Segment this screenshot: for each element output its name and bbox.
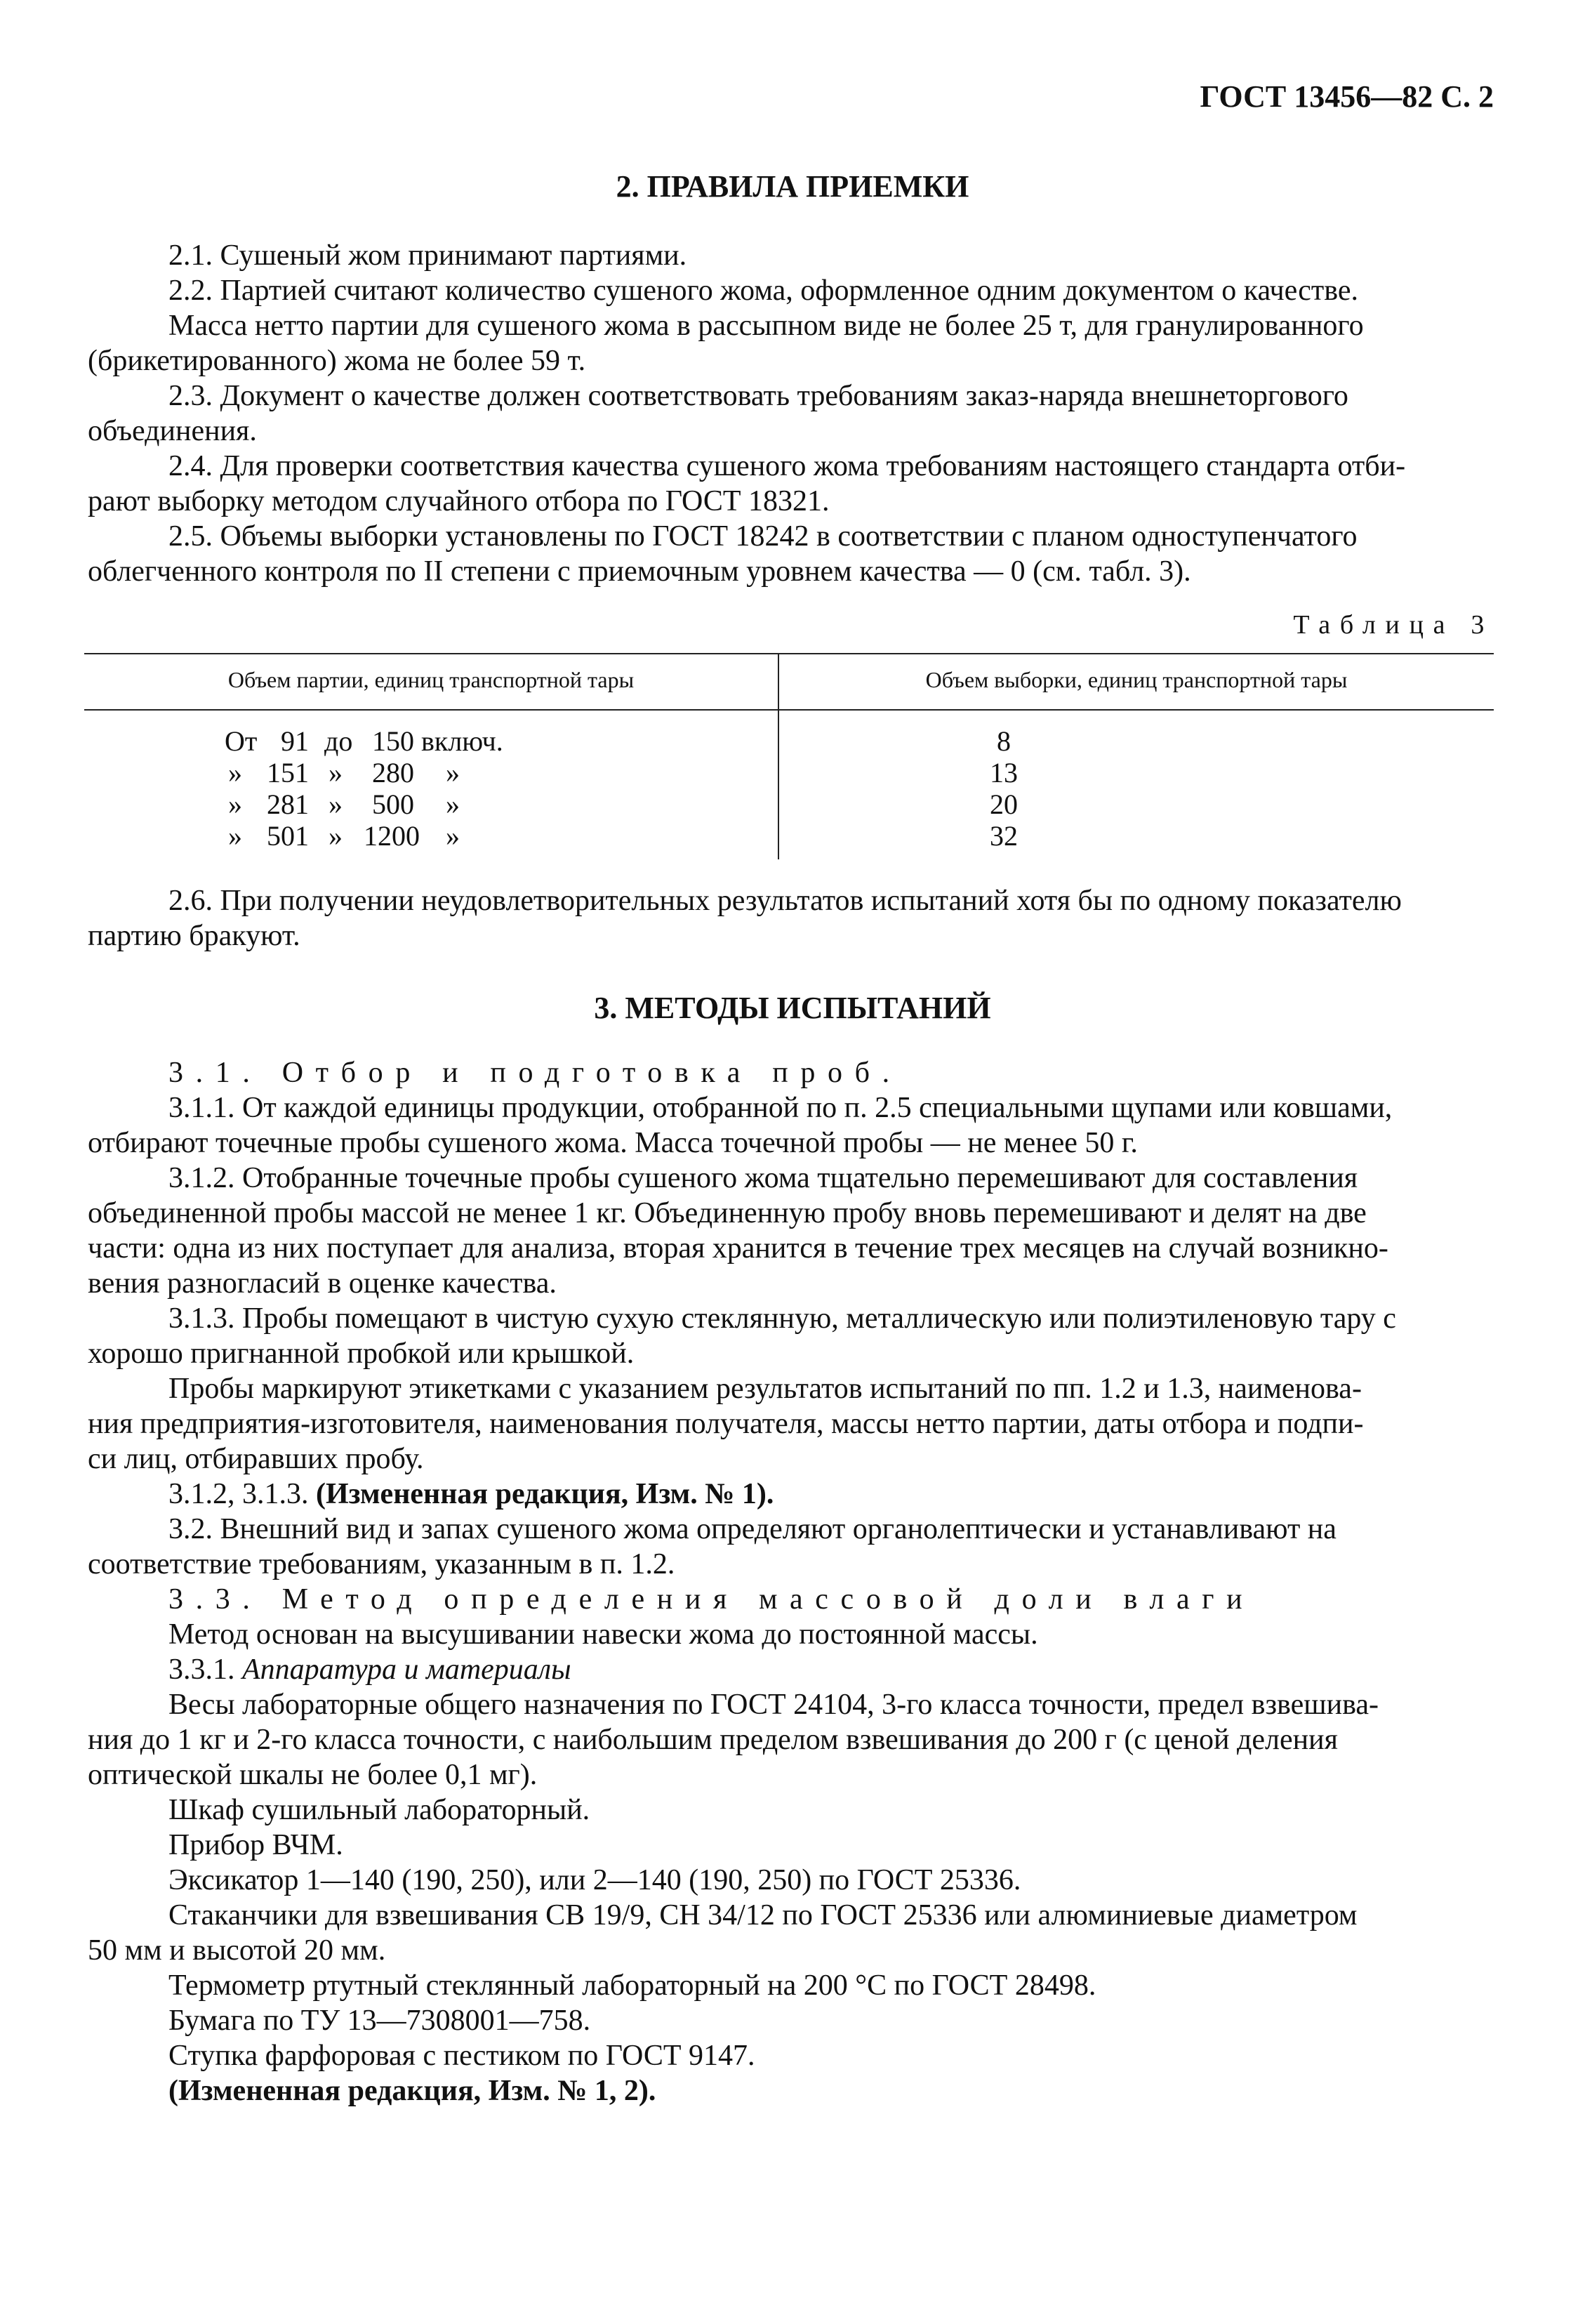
para-3-1-2: 3.1.2. Отобранные точечные пробы сушеного жома тщательно перемешивают для составления bbox=[168, 1162, 1358, 1194]
para-2-6: 2.6. При получении неудовлетворительных результатов испытаний хотя бы по одному показателю bbox=[168, 885, 1402, 917]
equip-scales-cont2: оптической шкалы не более 0,1 мг). bbox=[88, 1759, 538, 1791]
para-3-1-3: 3.1.3. Пробы помещают в чистую сухую стеклянную, металлическую или полиэтиленовую тару с bbox=[168, 1302, 1396, 1335]
document-page: ГОСТ 13456—82 С. 2 2. ПРАВИЛА ПРИЕМКИ 2.1. Сушеный жом принимают партиями. 2.2. Партией считают количество сушеного жома, оформленное одним документом о качестве. Масса нетто партии для сушеного жома в рассыпном виде не более 25 т, для гранулированного (брикетированного) жома не более 59 т. 2.3. Документ о качестве должен соответствовать требованиям заказ-наряда внешнеторгового объединения. 2.4. Для проверки соответствия качества сушеного жома требованиям настоящего стандарта отби- рают выборку методом случайного отбора по ГОСТ 18321. 2.5. Объемы выборки установлены по ГОСТ 18242 в соответствии с планом одноступенчатого облегченного контроля по II степени с приемочным уровнем качества — 0 (см. табл. 3). Таблица 3 Объем партии, единиц транспортной тары Объем выборки, единиц транспортной тары От 91 до 150 включ. 8 » 151 » 280 » 13 » 281 » 500 » 20 » 501 » 1200 » 32 2.6. При получении неудовлетворительных результатов испытаний хотя бы по одному показателю партию бракуют. 3. МЕТОДЫ ИСПЫТАНИЙ 3.1. Отбор и подготовка проб. 3.1.1. От каждой единицы продукции, отобранной по п. 2.5 специальными щупами или ковшами, отбирают точечные пробы сушеного жома. Масса точечной пробы — не менее 50 г. 3.1.2. Отобранные точечные пробы сушеного жома тщательно перемешивают для составления объединенной пробы массой не менее 1 кг. Объединенную пробу вновь перемешивают и делят на две части: одна из них поступает для анализа, вторая хранится в течение трех месяцев на случай возникно- вения разногласий в оценке качества. 3.1.3. Пробы помещают в чистую сухую стеклянную, металлическую или полиэтиленовую тару с хорошо пригнанной пробкой или крышкой. Пробы маркируют этикетками с указанием результатов испытаний по пп. 1.2 и 1.3, наименова- ния предприятия-изготовителя, наименования получателя, массы нетто партии, даты отбора и подпи- си лиц, отбиравших пробу. 3.1.2, 3.1.3. (Измененная редакция, Изм. № 1). 3.2. Внешний вид и запах сушеного жома определяют органолептически и устанавливают на соответствие требованиям, указанным в п. 1.2. 3.3. Метод определения массовой доли влаги Метод основан на высушивании навески жома до постоянной массы. 3.3.1. Аппаратура и материалы Весы лабораторные общего назначения по ГОСТ 24104, 3-го класса точности, предел взвешива- ния до 1 кг и 2-го класса точности, с наибольшим пределом взвешивания до 200 г (с ценой деления оптической шкалы не более 0,1 мг). Шкаф сушильный лабораторный. Прибор ВЧМ. Эксикатор 1—140 (190, 250), или 2—140 (190, 250) по ГОСТ 25336. Стаканчики для взвешивания СВ 19/9, СН 34/12 по ГОСТ 25336 или алюминиевые диаметром 50 мм и высотой 20 мм. Термометр ртутный стеклянный лабораторный на 200 °С по ГОСТ 28498. Бумага по ТУ 13—7308001—758. Ступка фарфоровая с пестиком по ГОСТ 9147. (Измененная редакция, Изм. № 1, 2). bbox=[0, 0, 1585, 2324]
subheading-3-1: 3.1. Отбор и подготовка проб. bbox=[168, 1057, 902, 1089]
table-header-sample: Объем выборки, единиц транспортной тары bbox=[925, 667, 1348, 692]
para-2-3: 2.3. Документ о качестве должен соответствовать требованиям заказ-наряда внешнеторгового bbox=[168, 380, 1348, 412]
para-2-4: 2.4. Для проверки соответствия качества сушеного жома требованиям настоящего стандарта отби- bbox=[168, 450, 1406, 482]
para-marking-cont1: ния предприятия-изготовителя, наименования получателя, массы нетто партии, даты отбора и подпи- bbox=[88, 1408, 1364, 1440]
edit-note-1: 3.1.2, 3.1.3. (Измененная редакция, Изм. № 1). bbox=[168, 1478, 774, 1510]
para-2-5: 2.5. Объемы выборки установлены по ГОСТ 18242 в соответствии с планом одноступенчатого bbox=[168, 520, 1358, 553]
table-header-lot: Объем партии, единиц транспортной тары bbox=[227, 667, 635, 692]
para-2-2-mass-cont: (брикетированного) жома не более 59 т. bbox=[88, 345, 586, 377]
section-2-title: 2. ПРАВИЛА ПРИЕМКИ bbox=[616, 169, 969, 204]
table-top-rule bbox=[84, 653, 1494, 654]
equip-vchm: Прибор ВЧМ. bbox=[168, 1829, 343, 1861]
para-3-1-3-cont: хорошо пригнанной пробкой или крышкой. bbox=[88, 1338, 635, 1370]
table-header-rule bbox=[84, 709, 1494, 711]
para-marking-cont2: си лиц, отбиравших пробу. bbox=[88, 1443, 424, 1475]
edit-note-2: (Измененная редакция, Изм. № 1, 2). bbox=[168, 2075, 656, 2107]
equip-paper: Бумага по ТУ 13—7308001—758. bbox=[168, 2005, 591, 2037]
table-caption: Таблица 3 bbox=[1293, 610, 1494, 640]
para-3-3-desc: Метод основан на высушивании навески жома до постоянной массы. bbox=[168, 1618, 1038, 1651]
para-2-6-cont: партию бракуют. bbox=[88, 920, 300, 952]
equip-cups-cont: 50 мм и высотой 20 мм. bbox=[88, 1934, 386, 1967]
para-3-1-2-cont2: части: одна из них поступает для анализа, вторая хранится в течение трех месяцев на случай возникно- bbox=[88, 1232, 1388, 1265]
para-3-1-2-cont3: вения разногласий в оценке качества. bbox=[88, 1267, 557, 1300]
para-3-1-1: 3.1.1. От каждой единицы продукции, отобранной по п. 2.5 специальными щупами или ковшами, bbox=[168, 1092, 1393, 1124]
para-3-1-1-cont: отбирают точечные пробы сушеного жома. Масса точечной пробы — не менее 50 г. bbox=[88, 1127, 1138, 1159]
para-2-5-cont: облегченного контроля по II степени с приемочным уровнем качества — 0 (см. табл. 3). bbox=[88, 555, 1191, 588]
equip-desiccator: Эксикатор 1—140 (190, 250), или 2—140 (190, 250) по ГОСТ 25336. bbox=[168, 1864, 1021, 1896]
equip-mortar: Ступка фарфоровая с пестиком по ГОСТ 9147. bbox=[168, 2040, 755, 2072]
para-3-2: 3.2. Внешний вид и запах сушеного жома определяют органолептически и устанавливают на bbox=[168, 1513, 1337, 1545]
para-2-2: 2.2. Партией считают количество сушеного жома, оформленное одним документом о качестве. bbox=[168, 275, 1359, 307]
equip-oven: Шкаф сушильный лабораторный. bbox=[168, 1794, 590, 1826]
equip-scales-cont1: ния до 1 кг и 2-го класса точности, с наибольшим пределом взвешивания до 200 г (с ценой деления bbox=[88, 1724, 1338, 1756]
para-marking: Пробы маркируют этикетками с указанием результатов испытаний по пп. 1.2 и 1.3, наименова- bbox=[168, 1373, 1362, 1405]
para-3-1-2-cont1: объединенной пробы массой не менее 1 кг. Объединенную пробу вновь перемешивают и делят на две bbox=[88, 1197, 1367, 1229]
subheading-3-3: 3.3. Метод определения массовой доли влаги bbox=[168, 1583, 1255, 1616]
para-3-2-cont: соответствие требованиям, указанным в п. 1.2. bbox=[88, 1548, 675, 1580]
page-header: ГОСТ 13456—82 С. 2 bbox=[1200, 79, 1494, 114]
para-2-1: 2.1. Сушеный жом принимают партиями. bbox=[168, 239, 687, 272]
equip-thermometer: Термометр ртутный стеклянный лабораторный на 200 °С по ГОСТ 28498. bbox=[168, 1969, 1096, 2002]
para-2-4-cont: рают выборку методом случайного отбора по ГОСТ 18321. bbox=[88, 485, 830, 517]
equip-cups: Стаканчики для взвешивания СВ 19/9, СН 34/12 по ГОСТ 25336 или алюминиевые диаметром bbox=[168, 1899, 1358, 1932]
equip-scales: Весы лабораторные общего назначения по ГОСТ 24104, 3-го класса точности, предел взвешива- bbox=[168, 1689, 1379, 1721]
para-2-3-cont: объединения. bbox=[88, 415, 257, 447]
para-2-2-mass: Масса нетто партии для сушеного жома в рассыпном виде не более 25 т, для гранулированного bbox=[168, 310, 1364, 342]
subheading-3-3-1: 3.3.1. Аппаратура и материалы bbox=[168, 1653, 571, 1686]
section-3-title: 3. МЕТОДЫ ИСПЫТАНИЙ bbox=[594, 991, 991, 1025]
